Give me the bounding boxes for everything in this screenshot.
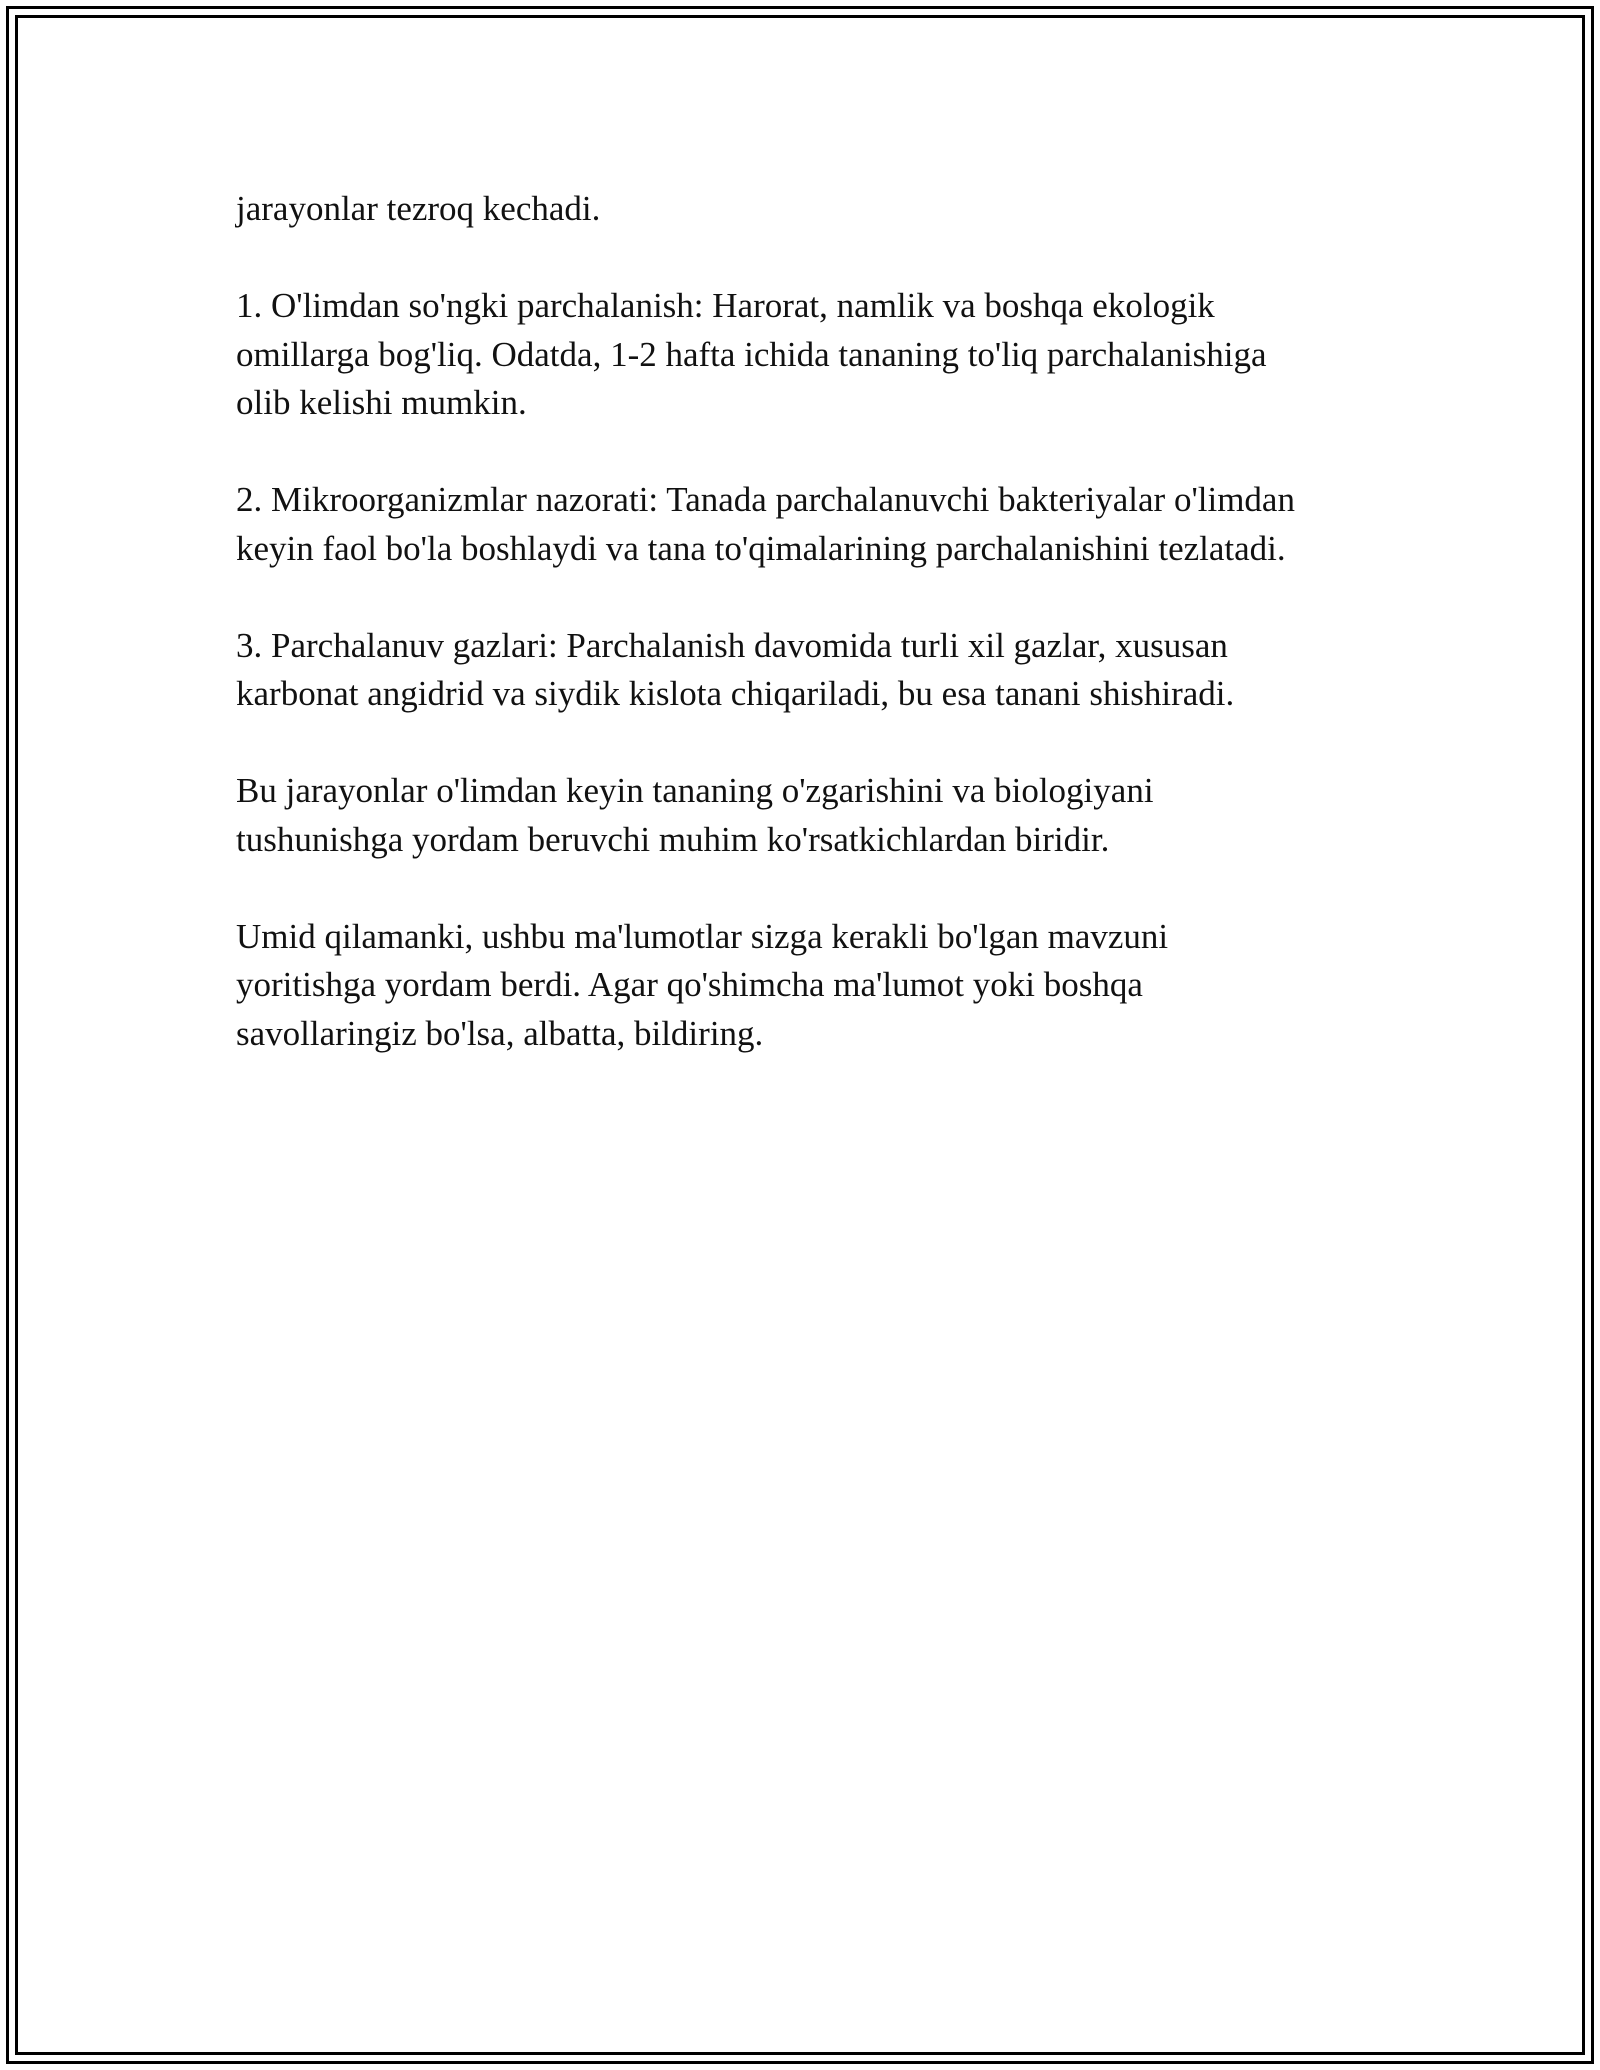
text-line: omillarga bog'liq. Odatda, 1-2 hafta ichida tananing to'liq parchalanishiga: [236, 334, 1267, 374]
text-line: jarayonlar tezroq kechadi.: [236, 189, 601, 228]
text-line: keyin faol bo'la boshlaydi va tana to'qimalarining parchalanishini tezlatadi.: [236, 528, 1286, 568]
text-line: 3. Parchalanuv gazlari: Parchalanish davomida turli xil gazlar, xususan: [236, 625, 1228, 665]
paragraph-item-2: [236, 476, 1366, 573]
paragraph-closing: [236, 913, 1366, 1059]
paragraph-item-3: [236, 622, 1366, 719]
text-line: savollaringiz bo'lsa, albatta, bildiring.: [236, 1013, 764, 1053]
text-line: Umid qilamanki, ushbu ma'lumotlar sizga kerakli bo'lgan mavzuni: [236, 916, 1169, 956]
paragraph-continuation: [236, 185, 1366, 234]
text-line: Bu jarayonlar o'limdan keyin tananing o'zgarishini va biologiyani: [236, 771, 1154, 810]
document-body: [236, 185, 1366, 1107]
paragraph-summary: [236, 767, 1366, 864]
paragraph-item-1: [236, 282, 1366, 428]
text-line: yoritishga yordam berdi. Agar qo'shimcha ma'lumot yoki boshqa: [236, 965, 1143, 1004]
text-line: karbonat angidrid va siydik kislota chiqariladi, bu esa tanani shishiradi.: [236, 674, 1235, 713]
text-line: 2. Mikroorganizmlar nazorati: Tanada parchalanuvchi bakteriyalar o'limdan: [236, 480, 1295, 519]
text-line: olib kelishi mumkin.: [236, 383, 527, 422]
text-line: 1. O'limdan so'ngki parchalanish: Harorat, namlik va boshqa ekologik: [236, 286, 1215, 325]
text-line: tushunishga yordam beruvchi muhim ko'rsatkichlardan biridir.: [236, 819, 1110, 859]
